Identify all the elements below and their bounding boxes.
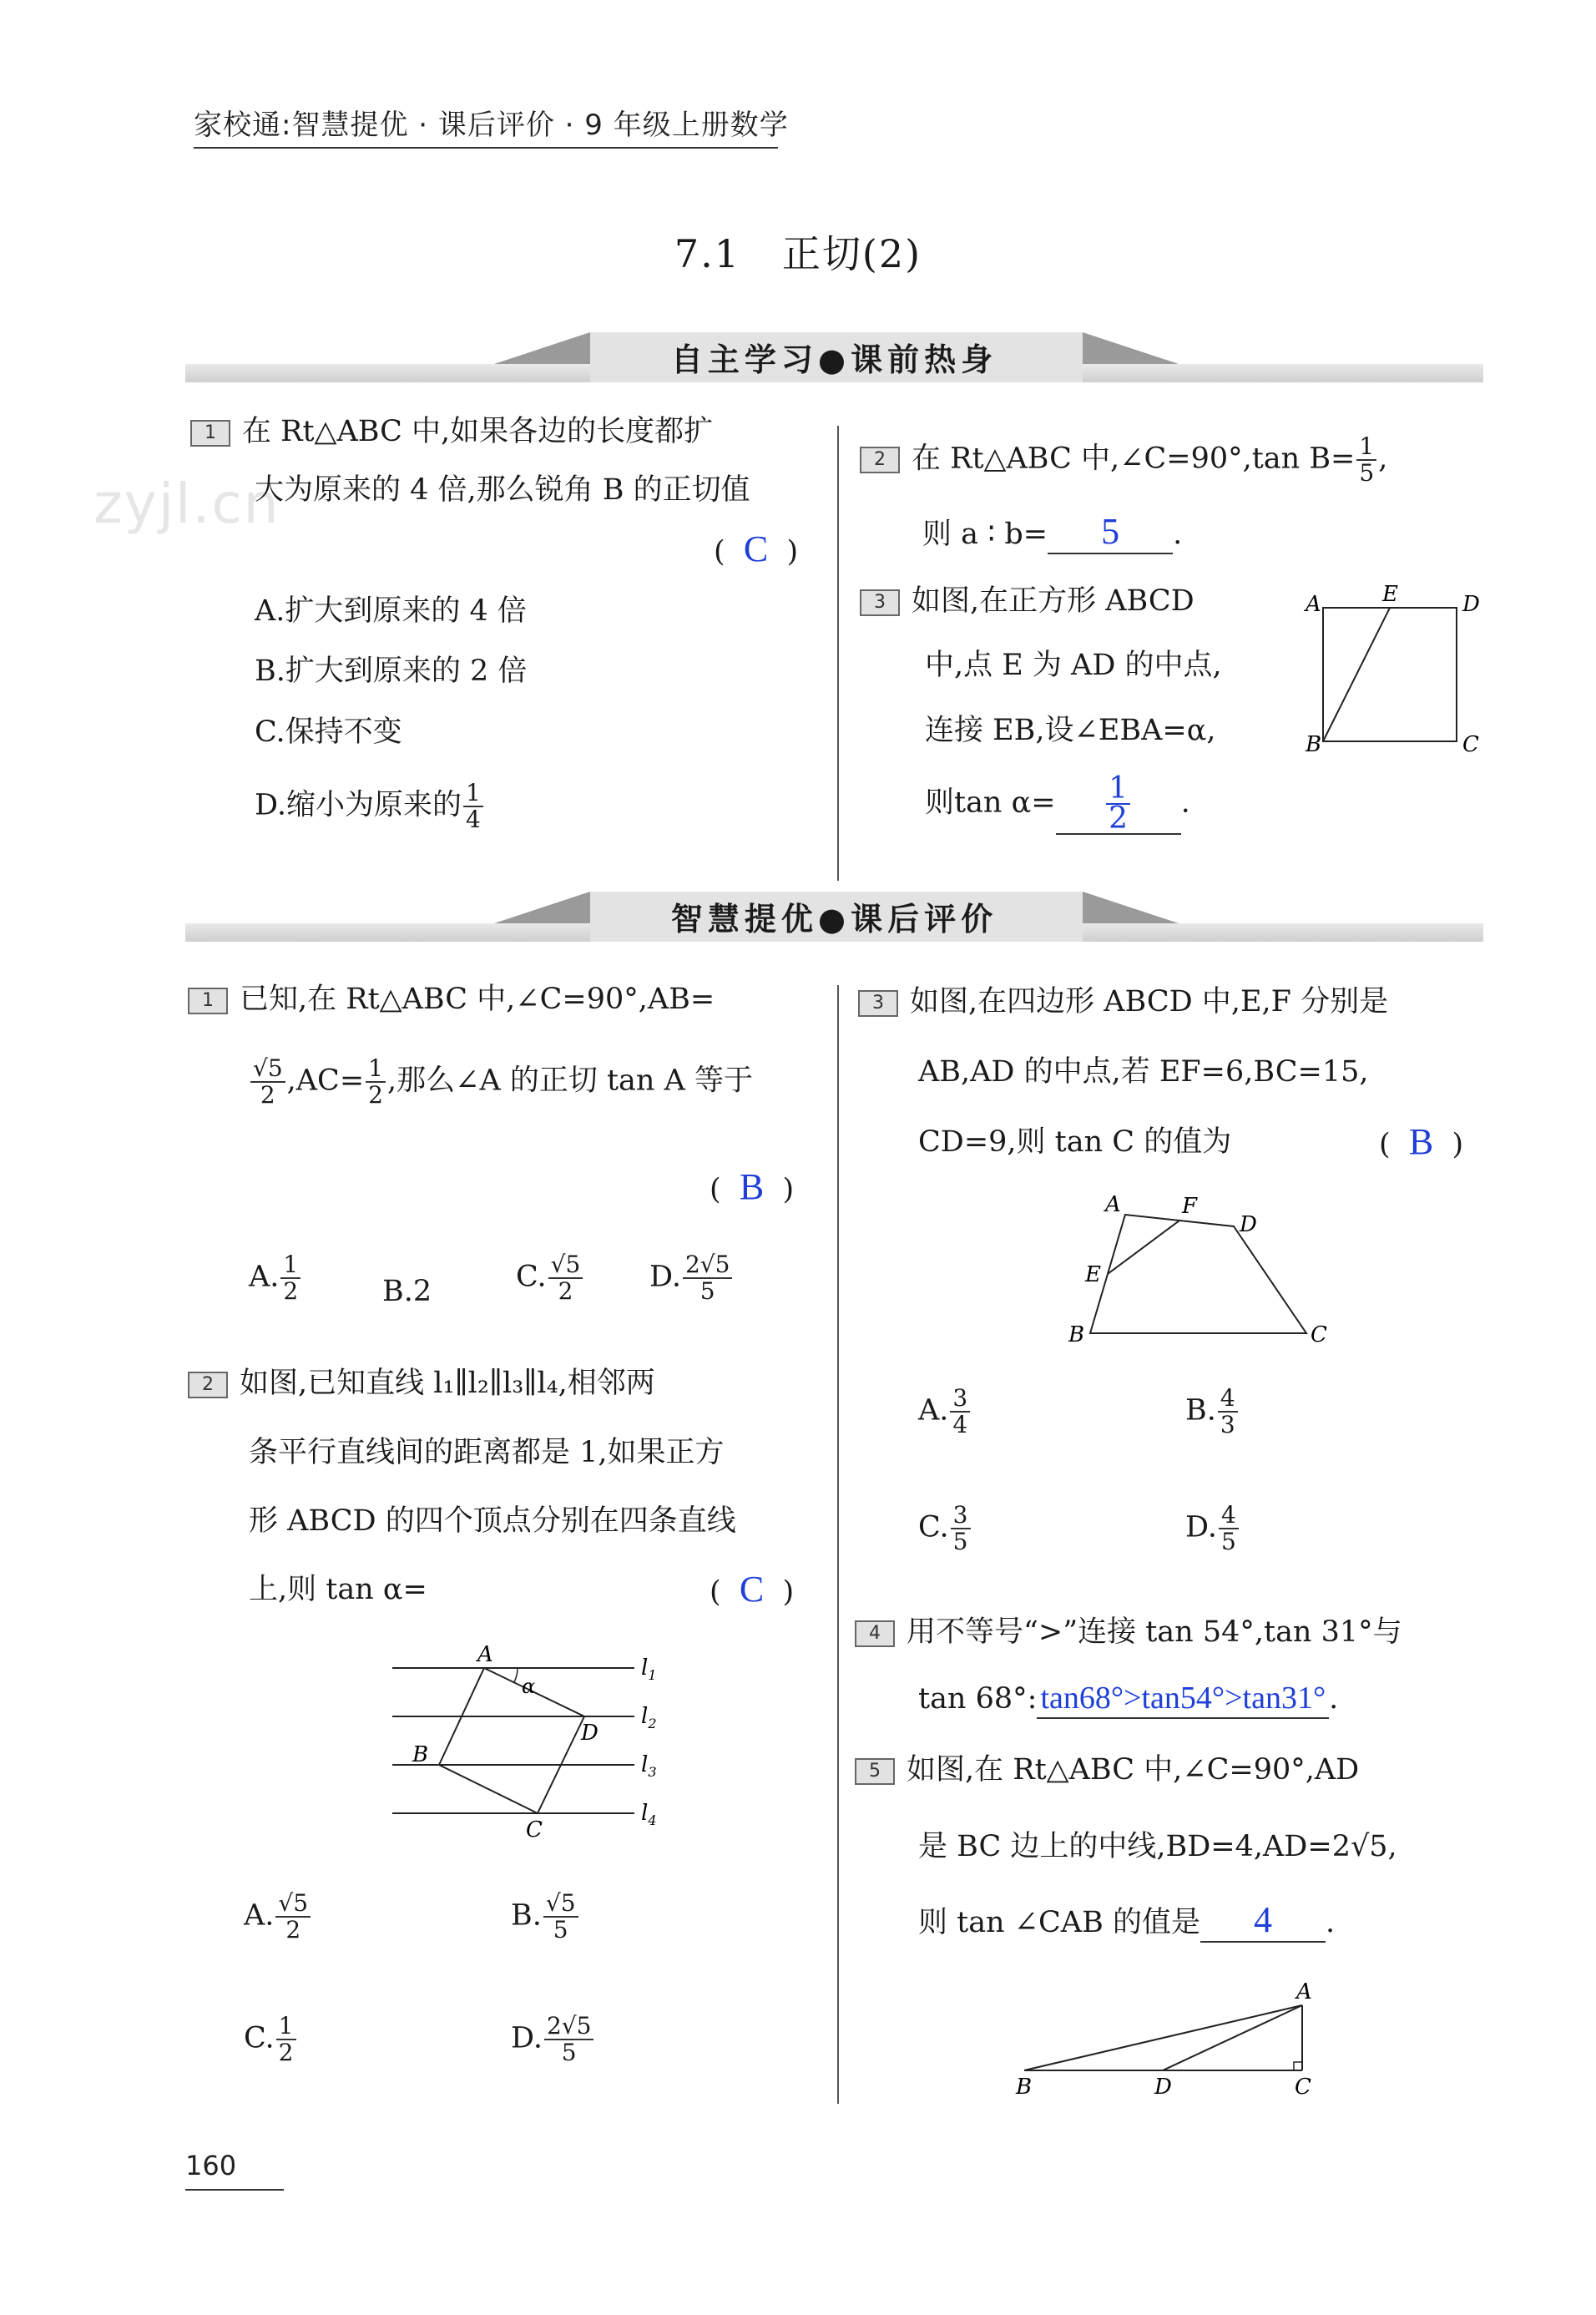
label-a: A — [1296, 1979, 1312, 2004]
section-banner-pre — [185, 327, 1483, 394]
post-q1-line2: $\frac{√5}{2}$ ,AC= $\frac{1}{2}$ ,那么∠A 的正切 tan A 等于 — [249, 1056, 753, 1108]
post-q2-line3: 形 ABCD 的四个顶点分别在四条直线 — [249, 1504, 736, 1538]
post-q2-line4: 上,则 tan α= — [249, 1573, 427, 1606]
pre-q2-line1: 2 在 Rt△ABC 中,∠C=90°,tan B= $\frac{1}{5}$ , — [860, 434, 1387, 486]
square-abcd — [439, 1668, 584, 1813]
pre-q2-line2: 则 a ∶ b= 5 . — [922, 513, 1182, 554]
angle-alpha-arc — [514, 1668, 518, 1682]
post-q2-option-d: D. $\frac{2√5}{5}$ — [511, 2014, 595, 2065]
question-number: 3 — [860, 589, 900, 616]
post-q2-line2: 条平行直线间的距离都是 1,如果正方 — [249, 1436, 725, 1469]
parallel-lines-figure — [384, 1636, 676, 1853]
post-q3-answer-paren: ( B ) — [1379, 1121, 1464, 1162]
post-q2-line1: 2 如图,已知直线 l₁∥l₂∥l₃∥l₄,相邻两 — [188, 1365, 655, 1402]
label-d: D — [1462, 592, 1480, 617]
post-q1-option-d: D. $\frac{2√5}{5}$ — [649, 1252, 734, 1304]
quadrilateral-figure — [1068, 1190, 1352, 1357]
label-c: C — [1462, 732, 1479, 757]
label-a: A — [1105, 1192, 1121, 1217]
pre-q1-line1 — [190, 413, 713, 450]
right-angle-mark — [1294, 2062, 1302, 2070]
pre-q3-line1: 3 如图,在正方形 ABCD — [860, 583, 1194, 619]
right-triangle-figure — [1006, 1979, 1331, 2104]
pre-q1-option-a: A.扩大到原来的 4 倍 — [255, 594, 527, 628]
page-number-rule — [185, 2189, 284, 2191]
label-c: C — [526, 1817, 543, 1842]
post-q3-line2: AB,AD 的中点,若 EF=6,BC=15, — [918, 1055, 1369, 1089]
post-q5-line1: 5 如图,在 Rt△ABC 中,∠C=90°,AD — [855, 1751, 1359, 1788]
post-q1-option-c: C. $\frac{√5}{2}$ — [516, 1252, 584, 1304]
post-q3-line1: 3 如图,在四边形 ABCD 中,E,F 分别是 — [858, 983, 1388, 1020]
column-divider — [837, 985, 839, 2104]
post-q4-line2: tan 68°: tan68°>tan54°>tan31° . — [918, 1680, 1338, 1719]
post-q1-answer-paren: ( B ) — [710, 1166, 795, 1207]
question-number: 2 — [188, 1372, 228, 1398]
label-b: B — [412, 1742, 429, 1767]
answer: B — [739, 1166, 765, 1207]
column-divider — [837, 426, 839, 881]
quadrilateral-abcd — [1090, 1215, 1306, 1333]
answer: C — [743, 528, 769, 569]
segment-eb — [1323, 608, 1390, 741]
answer: 5 — [1101, 511, 1120, 552]
label-l1: $l_1$ — [641, 1655, 657, 1683]
post-q1-option-a: A. $\frac{1}{2}$ — [249, 1252, 302, 1304]
section-banner-post — [185, 887, 1483, 953]
page-title: 7.1 正切(2) — [674, 231, 922, 276]
label-b: B — [1306, 732, 1322, 757]
label-c: C — [1295, 2075, 1311, 2100]
question-number: 3 — [858, 990, 898, 1017]
post-q2-option-b: B. $\frac{√5}{5}$ — [511, 1891, 580, 1943]
post-q5-line3: 则 tan ∠CAB 的值是 4 . — [918, 1902, 1335, 1943]
answer: tan68°>tan54°>tan31° — [1040, 1681, 1326, 1716]
running-header: 家校通:智慧提优 · 课后评价 · 9 年级上册数学 — [194, 109, 789, 142]
square-abcd-figure — [1302, 584, 1490, 760]
post-q3-line3: CD=9,则 tan C 的值为 — [918, 1125, 1232, 1159]
label-l4: $l_4$ — [641, 1801, 657, 1828]
question-number: 4 — [855, 1620, 895, 1647]
label-b: B — [1068, 1322, 1085, 1347]
label-f: F — [1182, 1194, 1198, 1219]
square-outline — [1323, 608, 1457, 741]
question-text: 在 Rt△ABC 中,如果各边的长度都扩 — [242, 415, 714, 448]
label-a: A — [1306, 592, 1321, 617]
page-number: 160 — [185, 2150, 237, 2181]
label-alpha: α — [522, 1675, 536, 1698]
pre-q1-option-c: C.保持不变 — [255, 715, 402, 749]
label-l3: $l_3$ — [641, 1752, 657, 1780]
label-b: B — [1016, 2075, 1033, 2100]
section-title-post: 智慧提优●课后评价 — [670, 901, 998, 938]
pre-q1-option-b: B.扩大到原来的 2 倍 — [255, 655, 528, 688]
post-q3-option-c: C. $\frac{3}{5}$ — [918, 1503, 972, 1554]
label-c: C — [1311, 1322, 1327, 1347]
post-q5-line2: 是 BC 边上的中线,BD=4,AD=2√5, — [918, 1830, 1397, 1863]
pre-q3-line4: 则tan α= $\frac{1}{2}$ . — [925, 771, 1190, 836]
label-d: D — [1154, 2075, 1172, 2100]
post-q4-line1: 4 用不等号“>”连接 tan 54°,tan 31°与 — [855, 1614, 1402, 1650]
question-number: 1 — [188, 988, 228, 1014]
label-e: E — [1085, 1262, 1101, 1287]
watermark: zyjl.cn — [93, 472, 280, 536]
question-number: 1 — [190, 420, 230, 447]
section-title-pre: 自主学习●课前热身 — [670, 341, 998, 378]
post-q2-option-c: C. $\frac{1}{2}$ — [244, 2014, 298, 2065]
question-number: 2 — [860, 447, 900, 473]
header-rule — [194, 147, 778, 149]
pre-q1-line2: 大为原来的 4 倍,那么锐角 B 的正切值 — [255, 473, 750, 507]
answer: 4 — [1253, 1899, 1272, 1940]
label-l2: $l_2$ — [641, 1704, 657, 1731]
answer: B — [1408, 1121, 1434, 1162]
label-e: E — [1382, 584, 1398, 607]
post-q3-option-a: A. $\frac{3}{4}$ — [918, 1386, 972, 1438]
segment-ef — [1108, 1221, 1179, 1274]
pre-q1-option-d: D.缩小为原来的 $\frac{1}{4}$ — [255, 781, 485, 832]
pre-q3-line2: 中,点 E 为 AD 的中点, — [925, 649, 1222, 682]
post-q3-option-b: B. $\frac{4}{3}$ — [1185, 1386, 1240, 1438]
post-q1-option-b: B.2 — [382, 1275, 432, 1308]
label-d: D — [1240, 1212, 1257, 1237]
answer: $\frac{1}{2}$ — [1106, 775, 1130, 833]
answer: C — [739, 1569, 765, 1610]
question-number: 5 — [855, 1758, 895, 1785]
post-q3-option-d: D. $\frac{4}{5}$ — [1185, 1503, 1240, 1554]
post-q2-answer-paren: ( C ) — [710, 1569, 795, 1610]
side-ab — [1024, 2005, 1302, 2070]
label-a: A — [477, 1642, 493, 1667]
label-d: D — [581, 1721, 598, 1746]
pre-q3-line3: 连接 EB,设∠EBA=α, — [925, 714, 1216, 747]
pre-q1-answer-paren: ( C ) — [714, 528, 799, 569]
median-ad — [1163, 2005, 1302, 2070]
post-q2-option-a: A. $\frac{√5}{2}$ — [244, 1891, 312, 1943]
post-q1-line1: 1 已知,在 Rt△ABC 中,∠C=90°,AB= — [188, 981, 715, 1018]
